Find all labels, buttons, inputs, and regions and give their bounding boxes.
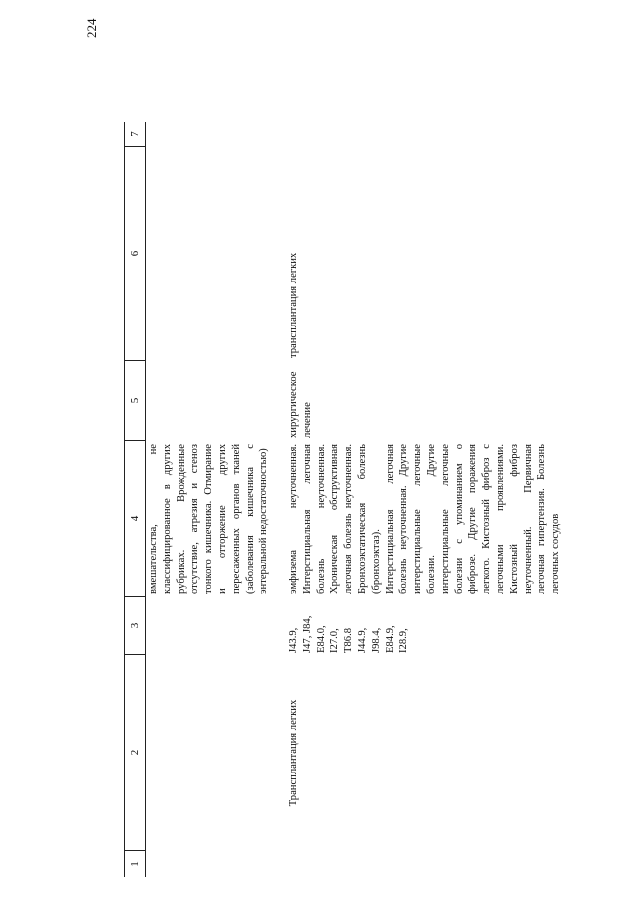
header-num-3: 3 [125, 597, 145, 655]
page-number: 224 [84, 18, 99, 38]
icd-code: E84.9, [384, 625, 396, 653]
header-num-2: 2 [125, 655, 145, 851]
prev-row-diagnosis [145, 441, 285, 597]
table [124, 122, 594, 877]
header-num-1: 1 [129, 861, 141, 867]
icd-code: E84.0, [315, 625, 327, 653]
diagnosis-text: эмфизема неуточненная. Интерстициальная легочная болезнь неуточненная. Хроническая обструктивная легочная болезнь неуточненная. Бронхоэктатическая болезнь (бронхоэктаз). Интерстициальная легочная болезнь неуточненная. Другие интерстициальные легочные болезни. Другие интерстициальные легочные болезни с упоминанием о фиброзе. Другие поражения легкого. Кистозный фиброз с легочными проявлениями. Кистозный фиброз неуточненный. Первичная легочная гипертензия. Болезнь легочных сосудов [288, 444, 562, 594]
icd-code: I27.0, [329, 628, 341, 653]
header-num-4: 4 [125, 441, 145, 597]
treatment-method: трансплантация легких [288, 252, 299, 358]
table-header [124, 122, 146, 877]
icd-code: J98.4, [370, 627, 382, 653]
icd-code: J47, J84, [301, 615, 313, 653]
treatment-type: хирургическое лечение [288, 371, 313, 438]
icd-codes [285, 597, 413, 655]
header-num-6: 6 [125, 147, 145, 361]
procedure-name: Трансплантация легких [288, 699, 299, 807]
table-body [145, 122, 594, 877]
icd-code: I28.9, [398, 628, 410, 653]
icd-code: T86.8 [343, 627, 355, 653]
icd-code: J44.9, [356, 627, 368, 653]
header-num-7: 7 [125, 122, 145, 147]
prev-diagnosis-text: вмешательства, не классифицированное в других рубриках. Врожденные отсутствие, атрезия и стеноз тонкого кишечника. Отмирание и отторжение других пересаженных органов тканей (заболевания кишечника с энтеральной недостаточностью) [148, 444, 270, 594]
header-num-5: 5 [125, 361, 145, 441]
icd-code: J43.9, [288, 627, 299, 653]
